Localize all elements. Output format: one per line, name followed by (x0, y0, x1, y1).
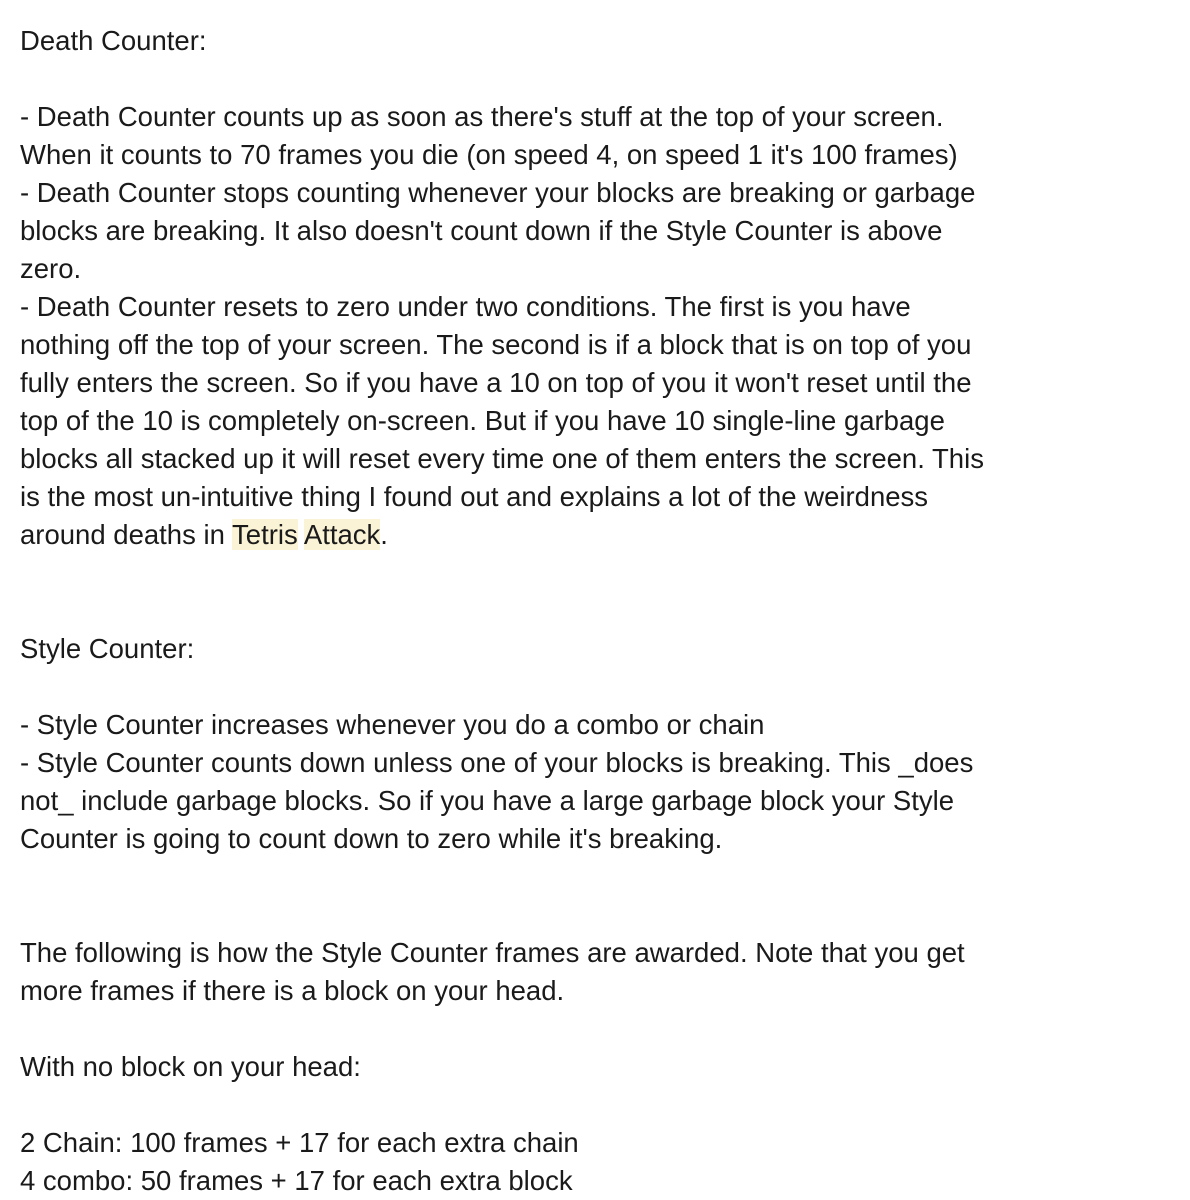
blank-line (20, 1010, 1180, 1048)
highlighted-word-attack: Attack (303, 519, 381, 550)
highlighted-word-tetris: Tetris (232, 519, 298, 550)
style-line-2: - Style Counter counts down unless one of your blocks is breaking. This _does (20, 747, 974, 778)
death-line-8: fully enters the screen. So if you have a 10 on top of you it won't reset until the (20, 367, 972, 398)
award-item-combo: 4 combo: 50 frames + 17 for each extra block (20, 1165, 573, 1196)
blank-line (20, 592, 1180, 630)
blank-line (20, 1086, 1180, 1124)
death-line-10: blocks all stacked up it will reset every time one of them enters the screen. This (20, 443, 984, 474)
awards-intro-line-2: more frames if there is a block on your head. (20, 975, 565, 1006)
style-line-1: - Style Counter increases whenever you do a combo or chain (20, 709, 765, 740)
death-line-3: - Death Counter stops counting whenever your blocks are breaking or garbage (20, 177, 976, 208)
death-line-12-prefix: around deaths in (20, 519, 233, 550)
death-line-5: zero. (20, 253, 82, 284)
awards-subheading: With no block on your head: (20, 1051, 361, 1082)
awards-intro-line-1: The following is how the Style Counter frames are awarded. Note that you get (20, 937, 965, 968)
death-line-2: When it counts to 70 frames you die (on speed 4, on speed 1 it's 100 frames) (20, 139, 958, 170)
award-item-chain: 2 Chain: 100 frames + 17 for each extra chain (20, 1127, 579, 1158)
blank-line (20, 858, 1180, 896)
blank-line (20, 896, 1180, 934)
death-line-11: is the most un-intuitive thing I found out and explains a lot of the weirdness (20, 481, 929, 512)
style-line-4: Counter is going to count down to zero while it's breaking. (20, 823, 723, 854)
document-body (20, 22, 1180, 1200)
death-line-7: nothing off the top of your screen. The second is if a block that is on top of you (20, 329, 972, 360)
death-line-9: top of the 10 is completely on-screen. But if you have 10 single-line garbage (20, 405, 945, 436)
blank-line (20, 668, 1180, 706)
death-line-4: blocks are breaking. It also doesn't count down if the Style Counter is above (20, 215, 943, 246)
highlight-gap (298, 519, 304, 550)
blank-line (20, 60, 1180, 98)
blank-line (20, 554, 1180, 592)
death-line-12-suffix: . (380, 519, 388, 550)
style-line-3: not_ include garbage blocks. So if you have a large garbage block your Style (20, 785, 955, 816)
death-line-6: - Death Counter resets to zero under two conditions. The first is you have (20, 291, 911, 322)
death-line-12 (20, 516, 1180, 554)
death-line-1: - Death Counter counts up as soon as there's stuff at the top of your screen. (20, 101, 944, 132)
death-counter-heading: Death Counter: (20, 25, 207, 56)
style-counter-heading: Style Counter: (20, 633, 195, 664)
